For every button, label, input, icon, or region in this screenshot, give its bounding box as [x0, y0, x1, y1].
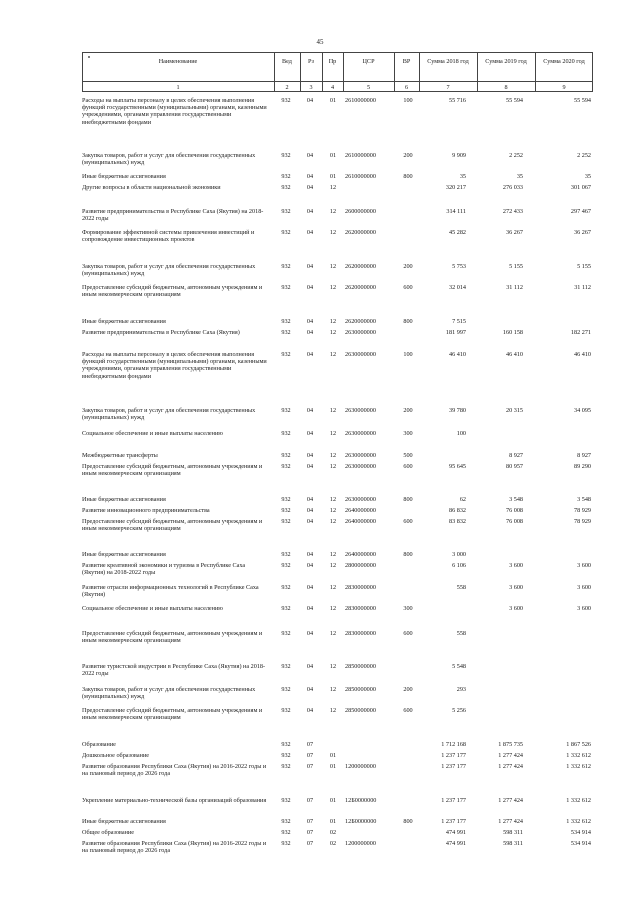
cell-csr: 2630000000	[345, 463, 376, 470]
cell-s2020: 301 067	[570, 184, 591, 191]
cell-pr: 01	[329, 97, 337, 104]
cell-ved: 932	[281, 507, 291, 514]
cell-vr: 800	[403, 818, 413, 825]
cell-pr: 01	[329, 763, 337, 770]
cell-name: Расходы на выплаты персоналу в целях обеспечения выполнения функций государственными (муниципальными) органами, казенными учреждениями, органами управления государственными внебюджетными фондами	[82, 97, 267, 126]
cell-ved: 932	[281, 630, 291, 637]
cell-vr: 800	[403, 496, 413, 503]
cell-s2020: 3 600	[577, 584, 591, 591]
cell-s2018: 5 753	[452, 263, 466, 270]
cell-pr: 12	[329, 329, 337, 336]
cell-s2020: 182 271	[570, 329, 591, 336]
cell-vr: 200	[403, 152, 413, 159]
cell-rz: 07	[306, 818, 314, 825]
header-num-3: 3	[309, 84, 313, 91]
cell-ved: 932	[281, 496, 291, 503]
header-sum-2020: Сумма 2020 год	[543, 58, 585, 65]
cell-rz: 04	[306, 496, 314, 503]
cell-name: Иные бюджетные ассигнования	[82, 173, 166, 180]
cell-name: Закупка товаров, работ и услуг для обеспечения государственных (муниципальных) нужд	[82, 152, 256, 167]
cell-s2018: 5 256	[452, 707, 466, 714]
cell-ved: 932	[281, 152, 291, 159]
cell-pr: 12	[329, 663, 337, 670]
cell-csr: 2620000000	[345, 318, 376, 325]
cell-s2019: 1 277 424	[498, 818, 523, 825]
cell-rz: 04	[306, 229, 314, 236]
cell-s2019: 55 594	[505, 97, 523, 104]
page-number: 45	[316, 38, 324, 46]
cell-s2020: 55 594	[573, 97, 591, 104]
cell-pr: 02	[329, 829, 337, 836]
cell-s2019: 76 008	[505, 518, 523, 525]
cell-rz: 07	[306, 840, 314, 847]
cell-name: Развитие креативной экономики и туризма в Республике Саха (Якутия) на 2018-2022 годы	[82, 562, 246, 577]
cell-rz: 04	[306, 551, 314, 558]
cell-ved: 932	[281, 741, 291, 748]
cell-name: Закупка товаров, работ и услуг для обеспечения государственных (муниципальных) нужд	[82, 686, 256, 701]
cell-s2019: 36 267	[505, 229, 523, 236]
cell-s2019: 31 112	[506, 284, 523, 291]
cell-s2018: 95 645	[448, 463, 466, 470]
cell-rz: 07	[306, 763, 314, 770]
cell-ved: 932	[281, 605, 291, 612]
cell-csr: 12Б0000000	[345, 797, 377, 804]
cell-pr: 12	[329, 551, 337, 558]
header-divider	[82, 81, 593, 82]
cell-rz: 04	[306, 686, 314, 693]
cell-s2018: 35	[459, 173, 466, 180]
cell-s2018: 5 548	[452, 663, 466, 670]
cell-name: Другие вопросы в области национальной экономики	[82, 184, 221, 191]
cell-s2019: 76 008	[505, 507, 523, 514]
header-num-6: 6	[404, 84, 409, 91]
cell-vr: 600	[403, 630, 413, 637]
cell-pr: 12	[329, 452, 337, 459]
cell-rz: 04	[306, 463, 314, 470]
header-num-4: 4	[330, 84, 335, 91]
cell-s2020: 5 155	[577, 263, 591, 270]
cell-name: Формирование эффективной системы привлечения инвестиций и сопровождение инвестиционных проектов	[82, 229, 255, 244]
cell-ved: 932	[281, 351, 291, 358]
cell-s2018: 474 991	[445, 840, 466, 847]
cell-pr: 12	[329, 518, 337, 525]
header-num-9: 9	[562, 84, 566, 91]
cell-csr: 2620000000	[345, 284, 376, 291]
cell-s2018: 474 991	[445, 829, 466, 836]
cell-rz: 04	[306, 97, 314, 104]
cell-pr: 01	[329, 173, 337, 180]
cell-rz: 04	[306, 663, 314, 670]
cell-vr: 500	[403, 452, 413, 459]
cell-s2018: 62	[459, 496, 466, 503]
cell-vr: 100	[403, 97, 413, 104]
cell-csr: 2800000000	[345, 562, 376, 569]
cell-ved: 932	[281, 430, 291, 437]
cell-pr: 01	[329, 752, 337, 759]
cell-ved: 932	[281, 97, 291, 104]
cell-pr: 12	[329, 284, 337, 291]
cell-name: Образование	[82, 741, 116, 748]
cell-s2018: 1 237 177	[441, 818, 466, 825]
cell-s2018: 558	[456, 630, 466, 637]
cell-pr: 12	[329, 208, 337, 215]
cell-ved: 932	[281, 818, 291, 825]
cell-name: Иные бюджетные ассигнования	[82, 318, 166, 325]
cell-s2018: 3 000	[452, 551, 466, 558]
cell-name: Предоставление субсидий бюджетным, автономным учреждениям и иным некоммерческим организациям	[82, 463, 263, 478]
cell-csr: 2850000000	[345, 707, 376, 714]
cell-s2020: 8 927	[577, 452, 591, 459]
cell-s2018: 9 909	[452, 152, 466, 159]
cell-rz: 04	[306, 452, 314, 459]
cell-pr: 01	[329, 818, 337, 825]
cell-ved: 932	[281, 318, 291, 325]
cell-name: Развитие образования Республики Саха (Якутия) на 2016-2022 годы и на плановый период до 2026 года	[82, 840, 267, 855]
cell-csr: 2830000000	[345, 584, 376, 591]
cell-name: Общее образование	[82, 829, 134, 836]
cell-s2018: 39 780	[448, 407, 466, 414]
header-num-7: 7	[446, 84, 450, 91]
cell-rz: 04	[306, 430, 314, 437]
cell-s2018: 83 832	[448, 518, 466, 525]
cell-csr: 2630000000	[345, 351, 376, 358]
cell-s2019: 8 927	[509, 452, 523, 459]
header-num-1: 1	[176, 84, 180, 91]
cell-csr: 2640000000	[345, 551, 376, 558]
cell-csr: 2830000000	[345, 605, 376, 612]
cell-s2019: 3 600	[509, 605, 523, 612]
cell-csr: 1200000000	[345, 763, 376, 770]
cell-s2018: 1 237 177	[441, 797, 466, 804]
cell-csr: 2600000000	[345, 208, 376, 215]
cell-rz: 04	[306, 605, 314, 612]
cell-ved: 932	[281, 452, 291, 459]
cell-rz: 07	[306, 797, 314, 804]
cell-pr: 12	[329, 463, 337, 470]
cell-s2020: 78 929	[573, 518, 591, 525]
cell-name: Иные бюджетные ассигнования	[82, 496, 166, 503]
cell-rz: 04	[306, 351, 314, 358]
cell-vr: 600	[403, 463, 413, 470]
cell-pr: 12	[329, 184, 337, 191]
cell-s2020: 46 410	[573, 351, 591, 358]
cell-ved: 932	[281, 763, 291, 770]
cell-name: Развитие отрасли информационных технологий в Республике Саха (Якутия)	[82, 584, 259, 599]
cell-s2018: 1 712 168	[441, 741, 466, 748]
cell-csr: 2630000000	[345, 496, 376, 503]
cell-name: Межбюджетные трансферты	[82, 452, 158, 459]
cell-s2020: 1 867 526	[566, 741, 591, 748]
cell-s2018: 55 716	[448, 97, 466, 104]
cell-pr: 12	[329, 318, 337, 325]
cell-s2019: 2 252	[509, 152, 523, 159]
cell-name: Закупка товаров, работ и услуг для обеспечения государственных (муниципальных) нужд	[82, 407, 256, 422]
cell-name: Социальное обеспечение и иные выплаты населению	[82, 430, 223, 437]
cell-vr: 200	[403, 407, 413, 414]
cell-s2018: 46 410	[448, 351, 466, 358]
cell-s2020: 35	[584, 173, 591, 180]
cell-s2019: 3 548	[509, 496, 523, 503]
cell-vr: 100	[403, 351, 413, 358]
cell-s2020: 34 095	[573, 407, 591, 414]
header-rz: Рз	[308, 58, 314, 65]
cell-name: Развитие инновационного предпринимательства	[82, 507, 210, 514]
cell-pr: 12	[329, 351, 337, 358]
cell-ved: 932	[281, 829, 291, 836]
cell-rz: 04	[306, 318, 314, 325]
header-name: Наименование	[158, 58, 198, 65]
cell-ved: 932	[281, 284, 291, 291]
cell-name: Развитие предпринимательства в Республике Саха (Якутия) на 2018-2022 годы	[82, 208, 264, 223]
cell-pr: 01	[329, 797, 337, 804]
cell-ved: 932	[281, 229, 291, 236]
cell-ved: 932	[281, 407, 291, 414]
cell-s2020: 3 600	[577, 562, 591, 569]
cell-rz: 04	[306, 208, 314, 215]
cell-s2019: 1 875 735	[498, 741, 523, 748]
cell-pr: 01	[329, 152, 337, 159]
cell-s2019: 80 957	[505, 463, 523, 470]
cell-s2018: 320 217	[445, 184, 466, 191]
cell-pr: 12	[329, 430, 337, 437]
cell-ved: 932	[281, 686, 291, 693]
cell-ved: 932	[281, 840, 291, 847]
cell-csr: 2620000000	[345, 263, 376, 270]
cell-rz: 07	[306, 752, 314, 759]
cell-s2020: 3 600	[577, 605, 591, 612]
cell-s2019: 20 315	[505, 407, 523, 414]
cell-s2020: 1 332 612	[566, 752, 591, 759]
cell-ved: 932	[281, 184, 291, 191]
cell-csr: 2640000000	[345, 518, 376, 525]
cell-s2018: 314 111	[446, 208, 466, 215]
cell-s2018: 32 014	[448, 284, 466, 291]
cell-vr: 800	[403, 318, 413, 325]
cell-pr: 12	[329, 496, 337, 503]
cell-s2020: 1 332 612	[566, 818, 591, 825]
cell-s2018: 293	[456, 686, 466, 693]
cell-ved: 932	[281, 551, 291, 558]
cell-csr: 2610000000	[345, 173, 376, 180]
cell-vr: 800	[403, 551, 413, 558]
cell-rz: 04	[306, 562, 314, 569]
cell-name: Предоставление субсидий бюджетным, автономным учреждениям и иным некоммерческим организациям	[82, 630, 263, 645]
cell-ved: 932	[281, 562, 291, 569]
header-sum-2019: Сумма 2019 год	[485, 58, 527, 65]
cell-rz: 04	[306, 630, 314, 637]
cell-ved: 932	[281, 663, 291, 670]
cell-csr: 2630000000	[345, 329, 376, 336]
cell-s2018: 86 832	[448, 507, 466, 514]
cell-pr: 12	[329, 686, 337, 693]
cell-s2020: 3 548	[577, 496, 591, 503]
cell-rz: 04	[306, 507, 314, 514]
cell-csr: 2620000000	[345, 229, 376, 236]
cell-rz: 04	[306, 152, 314, 159]
cell-name: Развитие туристской индустрии в Республике Саха (Якутия) на 2018-2022 годы	[82, 663, 266, 678]
scan-mark	[88, 56, 90, 58]
cell-s2019: 160 158	[502, 329, 523, 336]
cell-name: Развитие образования Республики Саха (Якутия) на 2016-2022 годы и на плановый период до 2026 года	[82, 763, 267, 778]
cell-name: Укрепление материально-технической базы организаций образования	[82, 797, 267, 804]
cell-name: Иные бюджетные ассигнования	[82, 818, 166, 825]
cell-s2019: 598 311	[503, 829, 523, 836]
cell-s2018: 7 515	[452, 318, 466, 325]
cell-csr: 2640000000	[345, 507, 376, 514]
header-vr: ВР	[402, 58, 411, 65]
cell-name: Иные бюджетные ассигнования	[82, 551, 166, 558]
cell-ved: 932	[281, 208, 291, 215]
cell-s2018: 45 282	[448, 229, 466, 236]
cell-s2019: 35	[516, 173, 523, 180]
cell-s2020: 1 332 612	[566, 763, 591, 770]
cell-csr: 2630000000	[345, 407, 376, 414]
cell-name: Дошкольное образование	[82, 752, 150, 759]
cell-rz: 04	[306, 407, 314, 414]
header-sum-2018: Сумма 2018 год	[427, 58, 469, 65]
cell-rz: 04	[306, 518, 314, 525]
cell-s2020: 297 467	[570, 208, 591, 215]
cell-s2020: 89 290	[573, 463, 591, 470]
cell-s2019: 5 155	[509, 263, 523, 270]
cell-rz: 04	[306, 184, 314, 191]
cell-s2019: 1 277 424	[498, 763, 523, 770]
cell-vr: 600	[403, 284, 413, 291]
cell-vr: 800	[403, 173, 413, 180]
cell-s2020: 2 252	[577, 152, 591, 159]
cell-vr: 200	[403, 686, 413, 693]
cell-rz: 04	[306, 284, 314, 291]
cell-ved: 932	[281, 584, 291, 591]
cell-pr: 12	[329, 630, 337, 637]
cell-s2020: 78 929	[573, 507, 591, 514]
cell-pr: 12	[329, 407, 337, 414]
cell-csr: 2850000000	[345, 686, 376, 693]
header-num-5: 5	[366, 84, 371, 91]
cell-ved: 932	[281, 329, 291, 336]
cell-ved: 932	[281, 463, 291, 470]
header-ved: Вед	[282, 58, 292, 65]
header-pr: Пр	[328, 58, 337, 65]
cell-s2020: 31 112	[574, 284, 591, 291]
cell-ved: 932	[281, 797, 291, 804]
header-num-2: 2	[285, 84, 289, 91]
cell-rz: 07	[306, 829, 314, 836]
cell-ved: 932	[281, 707, 291, 714]
cell-s2019: 3 600	[509, 562, 523, 569]
cell-s2018: 181 997	[445, 329, 466, 336]
cell-name: Закупка товаров, работ и услуг для обеспечения государственных (муниципальных) нужд	[82, 263, 256, 278]
cell-csr: 2830000000	[345, 630, 376, 637]
cell-name: Предоставление субсидий бюджетным, автономным учреждениям и иным некоммерческим организациям	[82, 518, 263, 533]
cell-rz: 04	[306, 263, 314, 270]
cell-pr: 12	[329, 229, 337, 236]
cell-s2018: 1 237 177	[441, 752, 466, 759]
cell-csr: 2610000000	[345, 97, 376, 104]
cell-rz: 04	[306, 329, 314, 336]
cell-name: Расходы на выплаты персоналу в целях обеспечения выполнения функций государственными (муниципальными) органами, казенными учреждениями, органами управления государственными внебюджетными фондами	[82, 351, 267, 380]
cell-rz: 04	[306, 707, 314, 714]
cell-s2019: 598 311	[503, 840, 523, 847]
cell-pr: 02	[329, 840, 337, 847]
cell-ved: 932	[281, 752, 291, 759]
cell-s2020: 36 267	[573, 229, 591, 236]
cell-pr: 12	[329, 584, 337, 591]
cell-s2019: 3 600	[509, 584, 523, 591]
cell-pr: 12	[329, 263, 337, 270]
cell-ved: 932	[281, 518, 291, 525]
cell-name: Предоставление субсидий бюджетным, автономным учреждениям и иным некоммерческим организациям	[82, 284, 263, 299]
cell-s2019: 272 433	[502, 208, 523, 215]
cell-s2020: 534 914	[570, 840, 591, 847]
cell-name: Предоставление субсидий бюджетным, автономным учреждениям и иным некоммерческим организациям	[82, 707, 263, 722]
cell-s2018: 558	[456, 584, 466, 591]
cell-ved: 932	[281, 173, 291, 180]
cell-vr: 300	[403, 430, 413, 437]
cell-pr: 12	[329, 562, 337, 569]
cell-pr: 12	[329, 707, 337, 714]
cell-pr: 12	[329, 507, 337, 514]
header-csr: ЦСР	[362, 58, 375, 65]
cell-s2018: 1 237 177	[441, 763, 466, 770]
cell-pr: 12	[329, 605, 337, 612]
cell-vr: 600	[403, 518, 413, 525]
cell-s2020: 534 914	[570, 829, 591, 836]
cell-csr: 2610000000	[345, 152, 376, 159]
cell-csr: 2850000000	[345, 663, 376, 670]
cell-s2019: 1 277 424	[498, 752, 523, 759]
cell-csr: 2630000000	[345, 452, 376, 459]
cell-csr: 12Б0000000	[345, 818, 377, 825]
cell-rz: 04	[306, 584, 314, 591]
cell-name: Социальное обеспечение и иные выплаты населению	[82, 605, 223, 612]
cell-csr: 1200000000	[345, 840, 376, 847]
cell-s2018: 100	[456, 430, 466, 437]
cell-ved: 932	[281, 263, 291, 270]
cell-s2019: 1 277 424	[498, 797, 523, 804]
cell-vr: 300	[403, 605, 413, 612]
cell-rz: 07	[306, 741, 314, 748]
cell-name: Развитие предпринимательства в Республике Саха (Якутия)	[82, 329, 240, 336]
cell-vr: 600	[403, 707, 413, 714]
cell-s2019: 276 033	[502, 184, 523, 191]
cell-rz: 04	[306, 173, 314, 180]
header-num-8: 8	[504, 84, 508, 91]
cell-csr: 2630000000	[345, 430, 376, 437]
cell-s2018: 6 106	[452, 562, 466, 569]
cell-s2019: 46 410	[505, 351, 523, 358]
cell-s2020: 1 332 612	[566, 797, 591, 804]
cell-vr: 200	[403, 263, 413, 270]
